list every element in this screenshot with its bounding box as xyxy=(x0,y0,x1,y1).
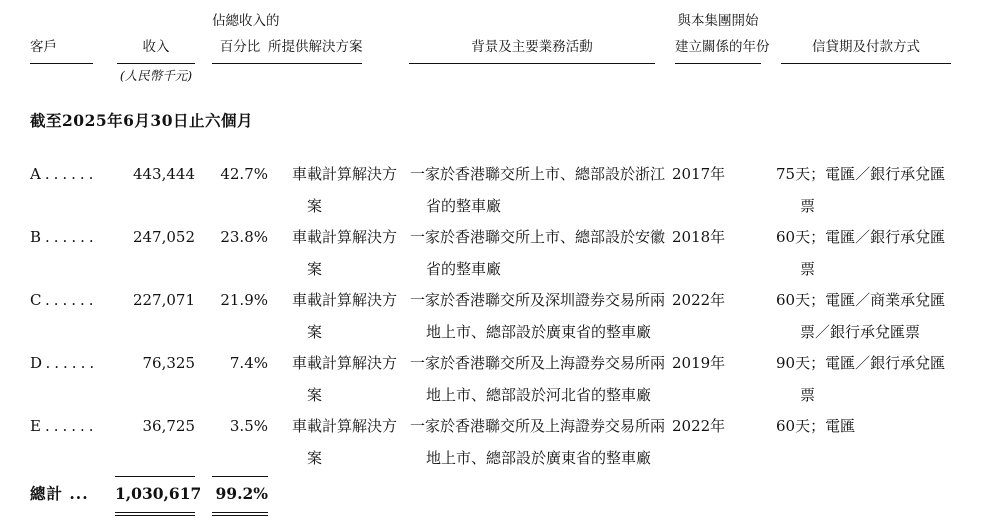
cell-credit-terms: 60天；電匯／銀行承兌匯票 xyxy=(776,228,946,278)
cell-background: 一家於香港聯交所上市、總部設於安徽省的整車廠 xyxy=(410,228,666,278)
total-percentage-cell xyxy=(195,474,268,516)
cell-relationship-year: 2018年 xyxy=(672,228,726,246)
col-header-credit-terms xyxy=(762,8,955,64)
cell-customer: C...... xyxy=(30,291,98,309)
col-header-percentage-line2: 百分比 xyxy=(219,39,261,55)
revenue-unit-label: (人民幣千元) xyxy=(119,68,193,83)
col-header-background xyxy=(405,8,667,64)
cell-relationship-year: 2019年 xyxy=(672,354,726,372)
col-header-relationship-year-line1: 與本集團開始 xyxy=(677,13,759,29)
cell-percentage: 42.7% xyxy=(220,165,268,183)
total-row xyxy=(30,474,955,516)
cell-solution: 車載計算解決方案 xyxy=(292,291,398,341)
total-revenue-value: 1,030,617 xyxy=(115,476,195,516)
total-label-cell xyxy=(30,474,100,516)
cell-revenue: 36,725 xyxy=(142,417,195,435)
section-title-row xyxy=(30,84,955,159)
col-header-customer-label: 客戶 xyxy=(30,39,57,55)
cell-relationship-year: 2017年 xyxy=(672,165,726,183)
cell-background: 一家於香港聯交所上市、總部設於浙江省的整車廠 xyxy=(410,165,666,215)
col-header-background-label: 背景及主要業務活動 xyxy=(471,39,593,55)
table-header xyxy=(30,8,955,84)
cell-percentage: 21.9% xyxy=(220,291,268,309)
table-rows xyxy=(30,159,955,474)
revenue-unit-cell xyxy=(100,64,195,84)
cell-percentage: 3.5% xyxy=(229,417,268,435)
section-title: 截至2025年6月30日止六個月 xyxy=(30,111,253,130)
header-row xyxy=(30,8,955,64)
revenue-unit-row xyxy=(30,64,955,84)
cell-background: 一家於香港聯交所及上海證券交易所兩地上市、總部設於廣東省的整車廠 xyxy=(410,417,666,467)
cell-customer: A...... xyxy=(30,165,98,183)
cell-customer: D...... xyxy=(30,354,99,372)
cell-solution: 車載計算解決方案 xyxy=(292,228,398,278)
cell-revenue: 227,071 xyxy=(132,291,195,309)
cell-solution: 車載計算解決方案 xyxy=(292,417,398,467)
cell-credit-terms: 60天；電匯／商業承兌匯票／銀行承兌匯票 xyxy=(776,291,946,341)
table-total xyxy=(30,474,955,516)
cell-revenue: 247,052 xyxy=(132,228,195,246)
col-header-solution-label: 所提供解決方案 xyxy=(268,39,363,55)
cell-credit-terms: 75天；電匯／銀行承兌匯票 xyxy=(776,165,946,215)
total-revenue-cell xyxy=(100,474,202,516)
cell-revenue: 76,325 xyxy=(142,354,195,372)
cell-solution: 車載計算解決方案 xyxy=(292,354,398,404)
table-row xyxy=(30,285,955,348)
col-header-solution xyxy=(268,8,405,64)
total-label: 總計 ... xyxy=(30,484,89,503)
table-row xyxy=(30,348,955,411)
table-row xyxy=(30,411,955,474)
table-row xyxy=(30,159,955,222)
col-header-revenue-label: 收入 xyxy=(142,39,170,55)
col-header-relationship-year-line2: 建立關係的年份 xyxy=(675,39,770,55)
col-header-revenue xyxy=(100,8,195,64)
cell-solution: 車載計算解決方案 xyxy=(292,165,398,215)
total-percentage-value: 99.2% xyxy=(212,476,268,516)
cell-customer: E...... xyxy=(30,417,98,435)
col-header-credit-terms-label: 信貸期及付款方式 xyxy=(812,39,920,55)
table-row xyxy=(30,222,955,285)
col-header-customer xyxy=(30,8,100,64)
col-header-percentage-line1: 佔總收入的 xyxy=(212,13,280,29)
cell-relationship-year: 2022年 xyxy=(672,417,726,435)
cell-percentage: 7.4% xyxy=(229,354,268,372)
cell-customer: B...... xyxy=(30,228,98,246)
customers-table xyxy=(30,8,955,516)
col-header-relationship-year xyxy=(667,8,770,64)
cell-background: 一家於香港聯交所及深圳證券交易所兩地上市、總部設於廣東省的整車廠 xyxy=(410,291,666,341)
cell-revenue: 443,444 xyxy=(132,165,195,183)
cell-credit-terms: 60天；電匯 xyxy=(776,417,856,435)
cell-percentage: 23.8% xyxy=(220,228,268,246)
cell-background: 一家於香港聯交所及上海證券交易所兩地上市、總部設於河北省的整車廠 xyxy=(410,354,666,404)
cell-relationship-year: 2022年 xyxy=(672,291,726,309)
col-header-percentage xyxy=(195,8,280,64)
cell-credit-terms: 90天；電匯／銀行承兌匯票 xyxy=(776,354,946,404)
